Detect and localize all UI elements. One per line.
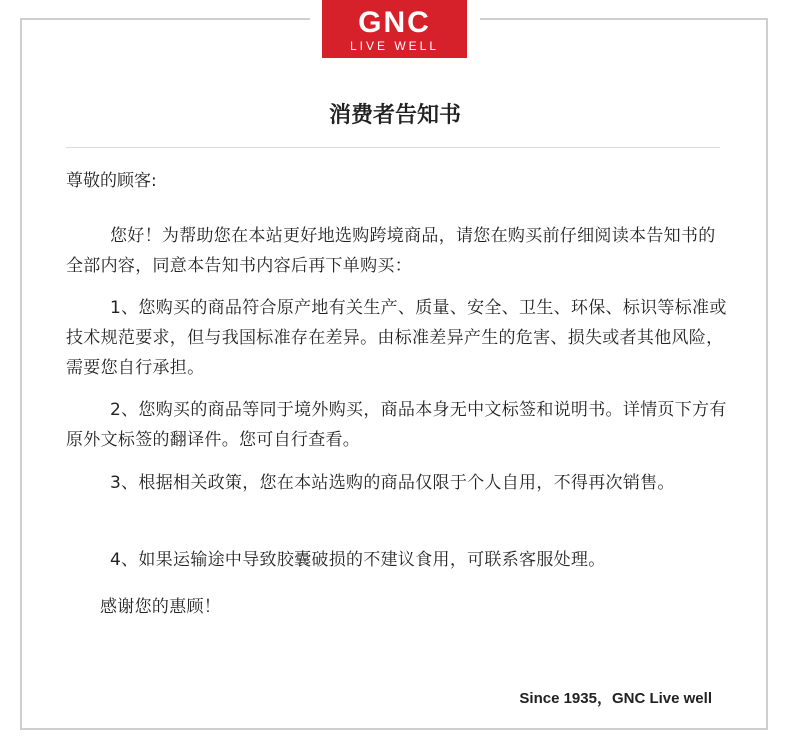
paragraph-intro: 您好！为帮助您在本站更好地选购跨境商品，请您在购买前仔细阅读本告知书的全部内容，同意本告知书内容后再下单购买： [66,226,716,276]
logo-tagline: LIVE WELL [349,39,440,53]
paragraph-item-2: 2、您购买的商品等同于境外购买，商品本身无中文标签和说明书。详情页下方有原外文标签的翻译件。您可自行查看。 [66,400,727,450]
title-divider [66,147,720,148]
paragraph-thanks: 感谢您的惠顾！ [100,597,222,617]
logo-brand: GNC [358,6,431,39]
paragraph-item-1: 1、您购买的商品符合原产地有关生产、质量、安全、卫生、环保、标识等标准或技术规范要求，但与我国标准存在差异。由标准差异产生的危害、损失或者其他风险，需要您自行承担。 [66,298,727,378]
gnc-logo [322,0,467,58]
greeting: 尊敬的顾客: [66,171,157,191]
signature: Since 1935，GNC Live well [519,690,712,707]
paragraph-item-3: 3、根据相关政策，您在本站选购的商品仅限于个人自用，不得再次销售。 [110,473,675,493]
paragraph-item-4: 4、如果运输途中导致胶囊破损的不建议食用，可联系客服处理。 [110,550,606,570]
page-title: 消费者告知书 [328,103,461,128]
